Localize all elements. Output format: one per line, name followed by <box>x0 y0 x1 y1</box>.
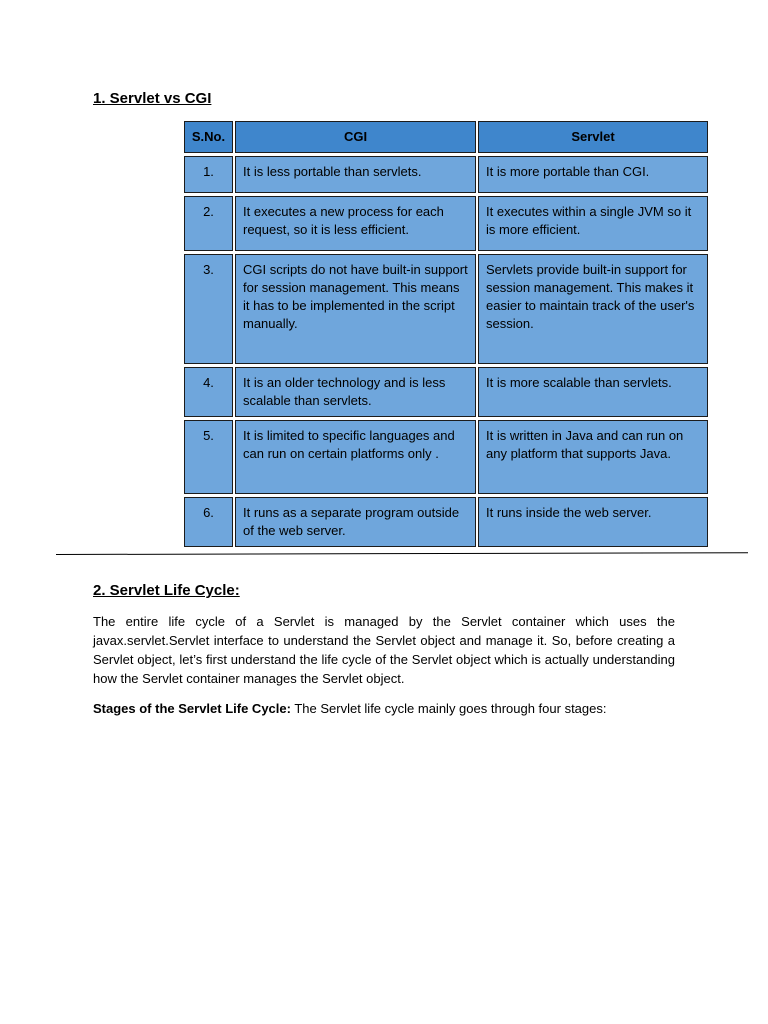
cell-servlet: Servlets provide built-in support for session management. This makes it easier to maintain track of the user's session. <box>478 254 708 364</box>
table-header-row <box>184 121 708 153</box>
cell-sno: 3. <box>184 254 233 364</box>
stages-paragraph <box>93 699 675 718</box>
cell-sno: 5. <box>184 420 233 494</box>
cell-cgi: CGI scripts do not have built-in support for session management. This means it has to be implemented in the script manually. <box>235 254 476 364</box>
cell-cgi: It is less portable than servlets. <box>235 156 476 193</box>
stages-label: Stages of the Servlet Life Cycle: <box>93 701 291 716</box>
section-heading-servlet-vs-cgi: 1. Servlet vs CGI <box>93 90 212 107</box>
cell-servlet: It is more portable than CGI. <box>478 156 708 193</box>
cell-servlet: It runs inside the web server. <box>478 497 708 547</box>
cell-sno: 4. <box>184 367 233 417</box>
header-servlet: Servlet <box>478 121 708 153</box>
cell-sno: 2. <box>184 196 233 251</box>
cell-cgi: It is limited to specific languages and can run on certain platforms only . <box>235 420 476 494</box>
cell-cgi: It runs as a separate program outside of the web server. <box>235 497 476 547</box>
table-row <box>184 420 708 494</box>
cell-servlet: It is more scalable than servlets. <box>478 367 708 417</box>
table-row <box>184 254 708 364</box>
table-row <box>184 156 708 193</box>
cell-sno: 6. <box>184 497 233 547</box>
table-row <box>184 497 708 547</box>
header-sno: S.No. <box>184 121 233 153</box>
life-cycle-paragraph: The entire life cycle of a Servlet is managed by the Servlet container which uses the javax.servlet.Servlet interface to understand the Servlet object and manage it. So, before creating a Servlet object, let’s first understand the life cycle of the Servlet object which is actually understanding how the Servlet container manages the Servlet object. <box>93 614 675 686</box>
comparison-table-container <box>184 121 712 547</box>
section-heading-servlet-life-cycle: 2. Servlet Life Cycle: <box>93 582 240 599</box>
cell-cgi: It is an older technology and is less scalable than servlets. <box>235 367 476 417</box>
table-row <box>184 367 708 417</box>
cell-sno: 1. <box>184 156 233 193</box>
horizontal-divider <box>56 552 748 555</box>
cell-servlet: It is written in Java and can run on any platform that supports Java. <box>478 420 708 494</box>
cell-cgi: It executes a new process for each request, so it is less efficient. <box>235 196 476 251</box>
header-cgi: CGI <box>235 121 476 153</box>
stages-text: The Servlet life cycle mainly goes through four stages: <box>290 701 607 716</box>
table-row <box>184 196 708 251</box>
comparison-table <box>182 118 710 550</box>
cell-servlet: It executes within a single JVM so it is more efficient. <box>478 196 708 251</box>
